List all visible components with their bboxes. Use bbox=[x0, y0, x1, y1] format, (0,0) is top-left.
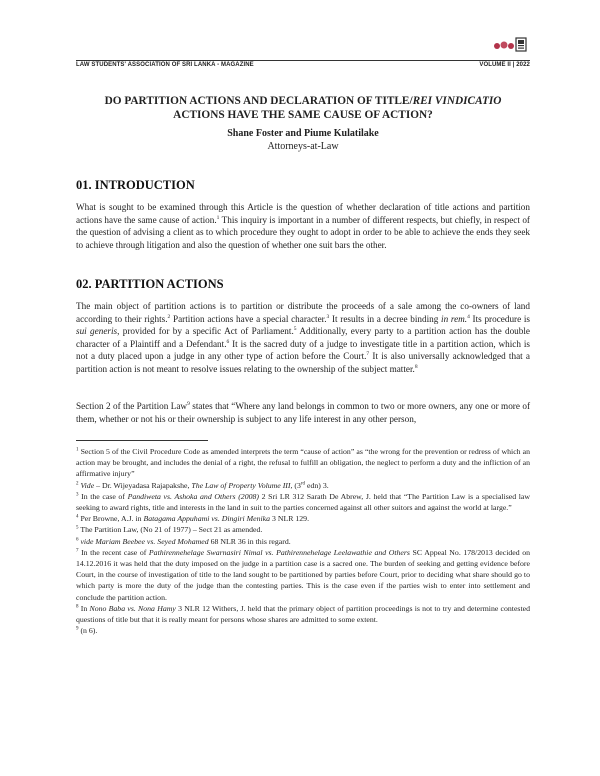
title-line1: DO PARTITION ACTIONS AND DECLARATION OF TITLE/ bbox=[104, 95, 413, 107]
lsa-logo bbox=[490, 34, 530, 54]
footnote-ref: 9 bbox=[187, 400, 190, 407]
footnote-5: $^5$ The Partition Law, (No 21 of 1977) – Sect 21 as amended. bbox=[76, 525, 263, 535]
author-role: Attorneys-at-Law bbox=[267, 141, 339, 152]
title-line2: ACTIONS HAVE THE SAME CAUSE OF ACTION? bbox=[173, 109, 433, 121]
footnote-8: $^8$ In Nono Baba vs. Nona Hamy 3 NLR 12 Withers, J. held that the primary object of partition proceedings is not to try and determine contested questions of title but that it is really meant for persons whose shares are admitted to some extent. bbox=[76, 603, 530, 625]
partition-paragraph-2: Section 2 of the Partition Law$^9$ states that “Where any land belongs in common to two or more owners, any one or more of them, whether or not his or their ownership is subject to any life interest in any other person, bbox=[76, 400, 531, 424]
footnote-ref: 6 bbox=[226, 338, 230, 345]
article-title bbox=[76, 94, 530, 122]
footnote-3: $^3$ In the case of Pandiweta vs. Ashoka and Others (2008) 2 Sri LR 312 Sarath De Abrew, J. held that “The Partition Law is a specialised law seeking to award rights, title and interests in the land in suit to the parties concerned against all other suitors and against the world at large.” bbox=[76, 491, 531, 513]
footnote-4: $^4$ Per Browne, A.J. in Batagama Appuhami vs. Dingiri Menika 3 NLR 129. bbox=[76, 514, 310, 524]
footnotes bbox=[76, 446, 530, 636]
footnote-ref: 2 bbox=[167, 313, 171, 320]
title-line1-italic: REI VINDICATIO bbox=[412, 95, 502, 107]
section-heading-introduction: 01. INTRODUCTION bbox=[76, 178, 195, 192]
footnote-9: $^9$ (n 6). bbox=[76, 626, 98, 636]
footnote-ref: 5 bbox=[293, 326, 297, 333]
partition-paragraph-1: The main object of partition actions is to partition or distribute the proceeds of a sale among the co-owners of land according to their rights.$^2$ Partition actions have a special character.$^3$ It results in a decree binding in rem.$^4$ Its procedure is sui generis, provided for by a specific Act of Parliament.$^5$ Additionally, every party to a partition action has the double character of a Plaintiff and a Defendant.$^6$ It is the sacred duty of a judge to investigate title in a partition action, which is not a duty placed upon a judge in any other type of action before the Court.$^7$ It is also universally acknowledged that a partition action is not meant to resolve issues relating to the ownership of the subject matter.$^8$ bbox=[76, 301, 530, 374]
footnote-ref: 3 bbox=[326, 313, 330, 320]
footnote-7: $^7$ In the recent case of Pathirennehelage Swarnasiri Nimal vs. Pathirennehelage Leelawathie and Others SC Appeal No. 178/2013 decided on 14.12.2016 it was held that the duty imposed on the judge in a partition case is a sacred one. The burden of seeking and getting evidence before Court, in the course of investigation of title to the land sought to be partitioned by parties before Court, prior to deciding what share should go to which party is more the duty of the judge than the contesting parties. This is the case even if the parties wish to enter into settlement and conclude the partition action. bbox=[76, 547, 530, 602]
footnote-6: $^6$ vide Mariam Beebee vs. Seyed Mohamed 68 NLR 36 in this regard. bbox=[76, 536, 291, 546]
footnote-ref: 8 bbox=[414, 363, 418, 370]
footnote-ref: 4 bbox=[467, 313, 470, 320]
header-rule bbox=[76, 60, 530, 61]
section-heading-partition-actions: 02. PARTITION ACTIONS bbox=[76, 277, 224, 291]
header-right: VOLUME II | 2022 bbox=[479, 62, 530, 68]
header-left: LAW STUDENTS' ASSOCIATION OF SRI LANKA - MAGAZINE bbox=[76, 62, 254, 68]
footnote-rule bbox=[76, 440, 208, 441]
intro-paragraph: What is sought to be examined through this Article is the question of whether declaration of title actions and partition actions have the same cause of action.$^1$ This inquiry is important in a number of different respects, but chiefly, in respect of the question of advising a client as to which procedure they ought to adopt in order to be able to achieve the ends they seek to achieve through litigation and also the question of whether one suit bars the other. bbox=[76, 202, 530, 250]
footnote-1: $^1$ Section 5 of the Civil Procedure Code as amended interprets the term “cause of action” as “the wrong for the prevention or redress of which an action may be brought, and includes the denial of a right, the refusal to fulfill an obligation, the neglect to perform a duty and the infliction of an affirmative injury” bbox=[76, 447, 530, 479]
footnote-ref: 1 bbox=[216, 214, 220, 221]
authors: Shane Foster and Piume Kulatilake bbox=[227, 128, 379, 139]
footnote-2: $^2$ Vide – Dr. Wijeyadasa Rajapakshe, The Law of Property Volume III, (3rd edn) 3. bbox=[76, 480, 329, 490]
footnote-ref: 7 bbox=[366, 351, 370, 358]
